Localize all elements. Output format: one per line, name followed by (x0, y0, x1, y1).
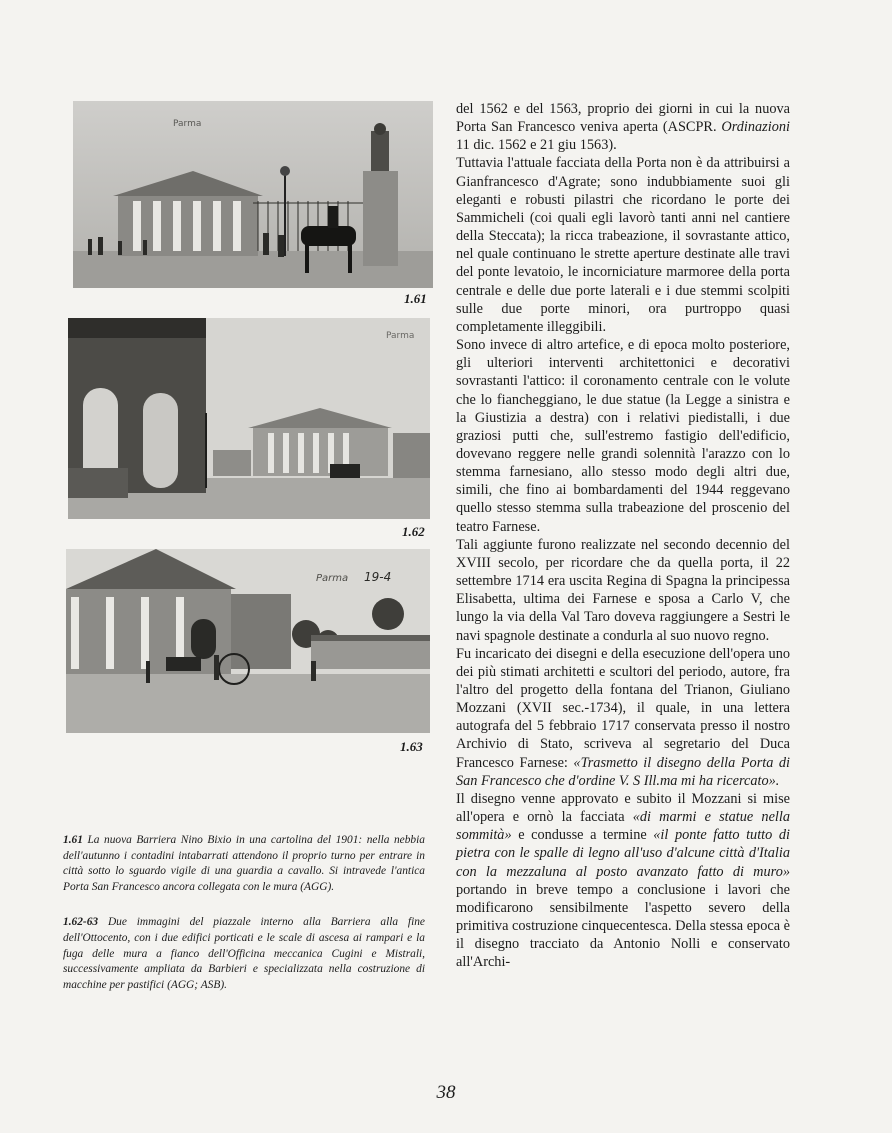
text-span: e condusse a termine (518, 827, 647, 844)
italic-quote: «il ponte fatto tutto di pietra con le spalle di legno all'uso d'alcune città d'Italia con la mezzaluna al posto avanzato fatto di muro» (456, 827, 790, 880)
italic-span: Ordinazioni (721, 119, 790, 136)
caption-text: La nuova Barriera Nino Bixio in una cartolina del 1901: nella nebbia dell'autunno i contadini intabarrati attendono il proprio turno per entrare in città sotto lo sguardo vigile di una guardia a cavallo. Si intravede l'antica Porta San Francesco ancora collegata con le mura (AGG). (63, 834, 425, 893)
caption-ref: 1.62-63 (63, 916, 99, 929)
figure-captions (63, 833, 425, 1013)
italic-quote: «Trasmetto il disegno della Porta di San Francesco che d'ordine V. S Ill.ma mi ha ricercato». (456, 754, 791, 789)
photo-barriera-1901 (73, 101, 433, 288)
caption (63, 833, 425, 895)
body-text-column (456, 100, 790, 972)
figure-number: 1.62 (402, 524, 425, 539)
paragraph: Tuttavia l'attuale facciata della Porta non è da attribuirsi a Gianfrancesco d'Agrate; sono indubbiamente suoi gli eleganti e robusti pilastri che ricordano le porte dei Sammicheli (coi quali egli lavorò tanti anni nel cantiere della Steccata); la ricca trabeazione, il sovrastante attico, nel quale continuano le strette aperture destinate alle travi del ponte levatoio, le incorniciature marmoree della porta centrale e delle due porte laterali e i due stemmi scolpiti sulle due porte minori, ora purtroppo quasi completamente illeggibili. (456, 155, 790, 335)
text-span: portando in breve tempo a conclusione i lavori che modificarono sensibilmente l'aspetto severo della primitiva costruzione cinquecentesca. Della stessa epoca è il disegno tracciato da Antonio Nolli e conservato all'Archi- (456, 881, 790, 971)
page-number: 38 (436, 1082, 456, 1103)
paragraph (456, 100, 790, 154)
postcard-stamp: Parma (386, 331, 415, 341)
postcard-stamp: Parma (316, 573, 349, 584)
figure-number: 1.63 (400, 739, 423, 754)
paragraph (456, 790, 790, 972)
figure-number: 1.61 (404, 291, 427, 306)
caption-ref: 1.61 (63, 834, 83, 846)
caption (63, 915, 425, 993)
text-span: 11 dic. 1562 e 21 giu 1563). (456, 137, 617, 154)
paragraph: Tali aggiunte furono realizzate nel secondo decennio del XVIII secolo, per ricordare che da quella porta, il 22 settembre 1714 era uscita Regina di Spagna la principessa Elisabetta, ultima dei Farnese e sposa a Carlo V, che lungo la via della Val Taro doveva raggiungere a Sestri le navi spagnole destinate a condurla al suo nuovo regno. (456, 536, 790, 644)
paragraph (456, 645, 790, 790)
text-span: Il disegno venne approvato e subito il Mozzani si mise all'opera e ornò la facciata (456, 790, 790, 826)
photo-officina-mistrali (66, 549, 430, 733)
paragraph: Sono invece di altro artefice, e di epoca molto posteriore, gli ulteriori interventi architettonici e decorativi sovrastanti l'attico: il coronamento centrale con le volute che lo fiancheggiano, le due statue (la Legge a sinistra e la Giustizia a destra) con i relativi piedistalli, i due graziosi putti che, sull'estremo fastigio dell'edificio, dovevano reggere nelle grandi solennità l'arazzo con lo stemma farnesiano, allo stesso modo degli altri due, simili, che fino ai bombardamenti del 1944 reggevano quello stesso stemma sulla trabeazione del proscenio del teatro Farnese. (456, 337, 790, 535)
text-span: Fu incaricato dei disegni e della esecuzione dell'opera uno dei più stimati architetti e scultori del periodo, autore, fra l'altro del progetto della fontana del Trianon, Giuliano Mozzani (XVII sec.-1734), il quale, in una lettera autografa del 5 febbraio 1717 conservata presso il nostro Archivio di Stato, scriveva al segretario del Duca Francesco Farnese: (456, 645, 790, 771)
text-span: del 1562 e del 1563, proprio dei giorni in cui la nuova Porta San Francesco veniva aperta (ASCPR. (456, 101, 790, 136)
handwritten-date: 19-4 (364, 570, 392, 584)
italic-quote: «di marmi e statue nella sommità» (456, 809, 791, 844)
caption-text: Due immagini del piazzale interno alla Barriera alla fine dell'Ottocento, con i due edifici porticati e le scale di ascesa ai rampari e la fuga delle mura a fianco dell'Officina meccanica Cugini e Mistrali, successivamente ampliata da Barbieri e specializzata nella costruzione di macchine per pastifici (AGG; ASB). (63, 916, 425, 991)
photo-piazzale-interno (68, 318, 430, 519)
postcard-stamp: Parma (173, 119, 202, 129)
